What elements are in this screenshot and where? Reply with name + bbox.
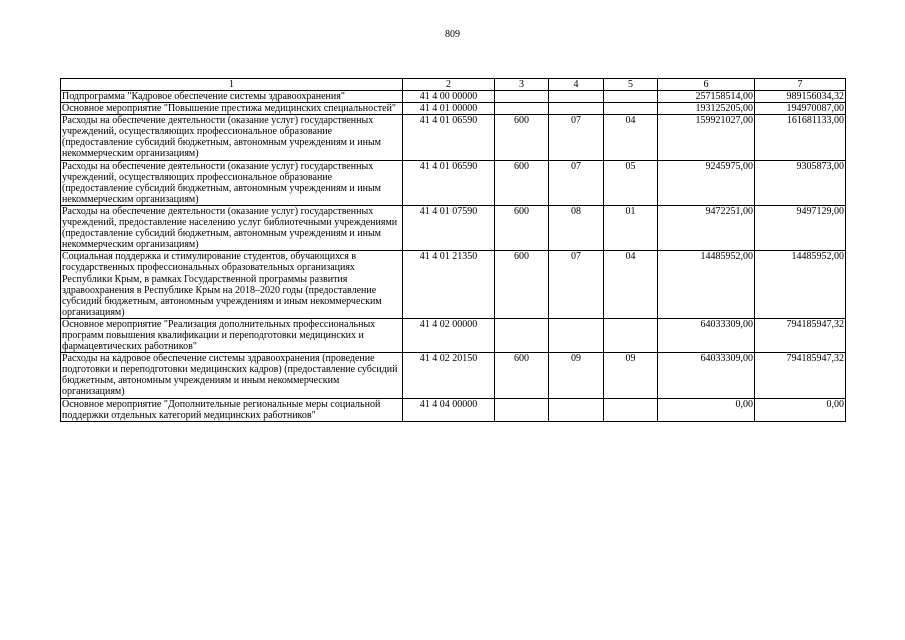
row-name: Социальная поддержка и стимулирование студентов, обучающихся в государственных профессиональных образовательных организациях Республики Крым, в рамках Государственной программы развития здравоохранения в Республике Крым на 2018–2020 годы (предоставление субсидий бюджетным, автономным учреждениям и иным некоммерческим организациям) bbox=[61, 251, 403, 319]
table-row bbox=[61, 103, 846, 115]
table-row bbox=[61, 318, 846, 352]
row-amount-year1: 257158514,00 bbox=[658, 91, 755, 103]
row-target-code: 41 4 01 00000 bbox=[403, 103, 495, 115]
row-target-code: 41 4 01 06590 bbox=[403, 160, 495, 205]
row-subsection bbox=[604, 318, 658, 352]
row-target-code: 41 4 01 21350 bbox=[403, 251, 495, 319]
row-target-code: 41 4 00 00000 bbox=[403, 91, 495, 103]
row-subsection: 04 bbox=[604, 251, 658, 319]
row-section: 07 bbox=[549, 160, 604, 205]
row-subsection bbox=[604, 103, 658, 115]
table-row bbox=[61, 251, 846, 319]
row-expense-type: 600 bbox=[495, 160, 549, 205]
row-subsection: 04 bbox=[604, 115, 658, 160]
row-section: 07 bbox=[549, 115, 604, 160]
row-amount-year2: 794185947,32 bbox=[755, 318, 846, 352]
row-amount-year1: 14485952,00 bbox=[658, 251, 755, 319]
row-subsection bbox=[604, 398, 658, 421]
table-row bbox=[61, 160, 846, 205]
row-name: Подпрограмма "Кадровое обеспечение системы здравоохранения" bbox=[61, 91, 403, 103]
row-section: 09 bbox=[549, 353, 604, 398]
header-col-5: 5 bbox=[604, 79, 658, 91]
header-col-6: 6 bbox=[658, 79, 755, 91]
row-amount-year1: 9245975,00 bbox=[658, 160, 755, 205]
row-subsection bbox=[604, 91, 658, 103]
header-row bbox=[61, 79, 846, 91]
header-col-3: 3 bbox=[495, 79, 549, 91]
row-expense-type: 600 bbox=[495, 353, 549, 398]
row-amount-year1: 0,00 bbox=[658, 398, 755, 421]
header-col-4: 4 bbox=[549, 79, 604, 91]
row-section: 07 bbox=[549, 251, 604, 319]
row-subsection: 01 bbox=[604, 205, 658, 250]
row-subsection: 05 bbox=[604, 160, 658, 205]
row-amount-year2: 0,00 bbox=[755, 398, 846, 421]
row-amount-year1: 193125205,00 bbox=[658, 103, 755, 115]
row-section bbox=[549, 318, 604, 352]
row-section: 08 bbox=[549, 205, 604, 250]
row-expense-type bbox=[495, 318, 549, 352]
row-expense-type bbox=[495, 91, 549, 103]
row-amount-year1: 64033309,00 bbox=[658, 353, 755, 398]
table-row bbox=[61, 115, 846, 160]
row-name: Расходы на обеспечение деятельности (оказание услуг) государственных учреждений, предоставление населению услуг библиотечными учреждениями (предоставление субсидий бюджетным, автономным учреждениям и иным некоммерческим организациям) bbox=[61, 205, 403, 250]
row-name: Расходы на обеспечение деятельности (оказание услуг) государственных учреждений, осуществляющих профессиональное образование (предоставление субсидий бюджетным, автономным учреждениям и иным некоммерческим организациям) bbox=[61, 160, 403, 205]
row-section bbox=[549, 398, 604, 421]
row-expense-type: 600 bbox=[495, 251, 549, 319]
budget-table bbox=[60, 78, 846, 422]
row-subsection: 09 bbox=[604, 353, 658, 398]
row-amount-year1: 159921027,00 bbox=[658, 115, 755, 160]
row-expense-type bbox=[495, 103, 549, 115]
row-section bbox=[549, 103, 604, 115]
row-amount-year1: 9472251,00 bbox=[658, 205, 755, 250]
row-name: Основное мероприятие "Реализация дополнительных профессиональных программ повышения квалификации и переподготовки медицинских и фармацевтических работников" bbox=[61, 318, 403, 352]
table-row bbox=[61, 91, 846, 103]
row-expense-type bbox=[495, 398, 549, 421]
row-target-code: 41 4 01 06590 bbox=[403, 115, 495, 160]
row-name: Основное мероприятие "Дополнительные региональные меры социальной поддержки отдельных категорий медицинских работников" bbox=[61, 398, 403, 421]
table-row bbox=[61, 205, 846, 250]
row-section bbox=[549, 91, 604, 103]
table-row bbox=[61, 353, 846, 398]
row-expense-type: 600 bbox=[495, 205, 549, 250]
row-amount-year2: 14485952,00 bbox=[755, 251, 846, 319]
row-amount-year2: 161681133,00 bbox=[755, 115, 846, 160]
row-amount-year2: 9497129,00 bbox=[755, 205, 846, 250]
row-target-code: 41 4 04 00000 bbox=[403, 398, 495, 421]
row-amount-year2: 794185947,32 bbox=[755, 353, 846, 398]
row-name: Расходы на обеспечение деятельности (оказание услуг) государственных учреждений, осуществляющих профессиональное образование (предоставление субсидий бюджетным, автономным учреждениям и иным некоммерческим организациям) bbox=[61, 115, 403, 160]
row-amount-year2: 9305873,00 bbox=[755, 160, 846, 205]
header-col-7: 7 bbox=[755, 79, 846, 91]
row-target-code: 41 4 01 07590 bbox=[403, 205, 495, 250]
page-number: 809 bbox=[445, 29, 460, 40]
row-name: Основное мероприятие "Повышение престижа медицинских специальностей" bbox=[61, 103, 403, 115]
table-row bbox=[61, 398, 846, 421]
row-name: Расходы на кадровое обеспечение системы здравоохранения (проведение подготовки и переподготовки медицинских кадров) (предоставление субсидий бюджетным, автономным учреждениям и иным некоммерческим организациям) bbox=[61, 353, 403, 398]
header-col-2: 2 bbox=[403, 79, 495, 91]
row-expense-type: 600 bbox=[495, 115, 549, 160]
row-target-code: 41 4 02 00000 bbox=[403, 318, 495, 352]
row-amount-year1: 64033309,00 bbox=[658, 318, 755, 352]
row-amount-year2: 194970087,00 bbox=[755, 103, 846, 115]
row-target-code: 41 4 02 20150 bbox=[403, 353, 495, 398]
header-col-1: 1 bbox=[61, 79, 403, 91]
row-amount-year2: 989156034,32 bbox=[755, 91, 846, 103]
